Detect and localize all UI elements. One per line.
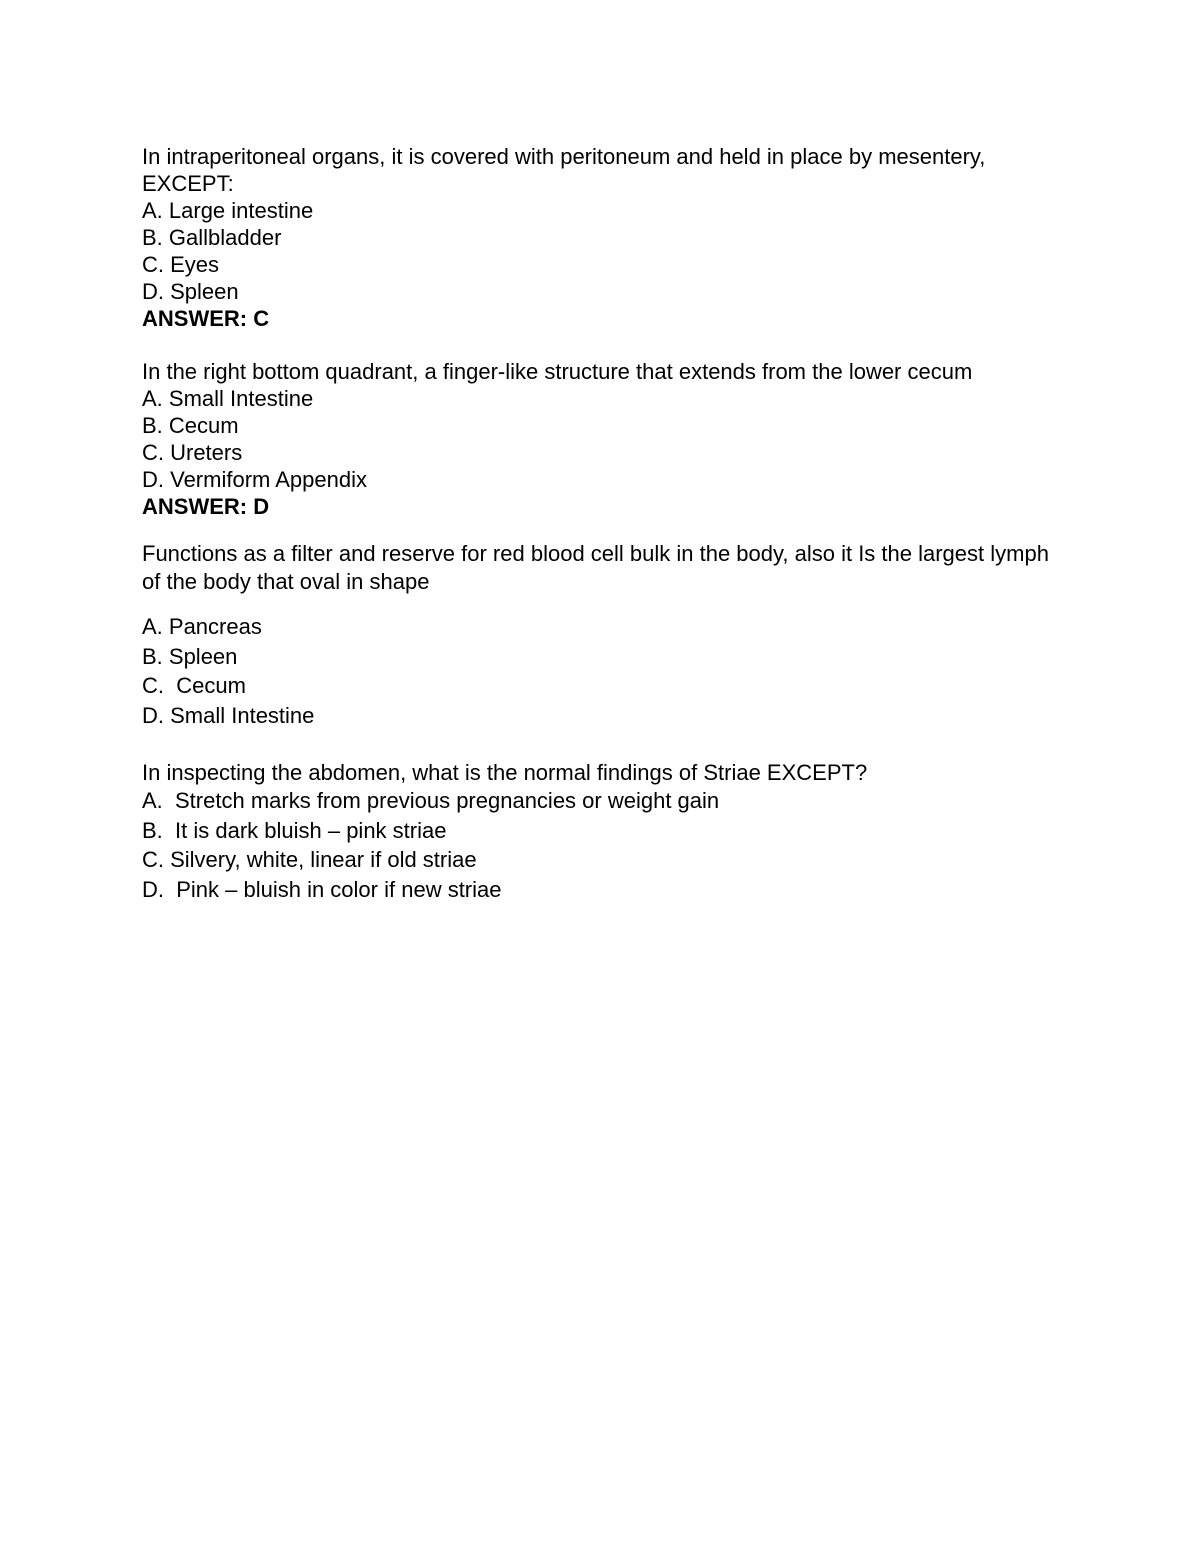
option-a: A. Small Intestine <box>142 386 314 411</box>
answer-key: ANSWER: C <box>142 306 270 331</box>
option-c: C. Eyes <box>142 252 220 277</box>
question-text: In intraperitoneal organs, it is covered with peritoneum and held in place by mesentery, EXCEPT: <box>142 144 986 196</box>
option-b: B. Gallbladder <box>142 225 282 250</box>
option-a: A. Pancreas <box>142 614 262 639</box>
question-4 <box>142 759 1072 904</box>
option-c: C. Ureters <box>142 440 243 465</box>
question-text: In the right bottom quadrant, a finger-like structure that extends from the lower cecum <box>142 359 973 384</box>
option-d: D. Small Intestine <box>142 702 315 728</box>
question-text: In inspecting the abdomen, what is the normal findings of Striae EXCEPT? <box>142 760 868 785</box>
option-c: C. Cecum <box>142 673 246 698</box>
option-d: D. Vermiform Appendix <box>142 467 367 492</box>
option-b: B. Cecum <box>142 413 239 438</box>
option-b: B. It is dark bluish – pink striae <box>142 817 447 843</box>
question-2 <box>142 358 1072 520</box>
option-a: A. Large intestine <box>142 198 314 223</box>
option-a: A. Stretch marks from previous pregnancies or weight gain <box>142 788 720 813</box>
answer-key: ANSWER: D <box>142 494 270 519</box>
question-1 <box>142 143 1072 332</box>
question-text: Functions as a filter and reserve for red blood cell bulk in the body, also it Is the largest lymph of the body that oval in shape <box>142 541 1049 594</box>
option-d: D. Spleen <box>142 279 239 304</box>
option-b: B. Spleen <box>142 643 238 669</box>
option-d: D. Pink – bluish in color if new striae <box>142 876 502 902</box>
option-c: C. Silvery, white, linear if old striae <box>142 847 477 872</box>
question-3 <box>142 540 1072 730</box>
